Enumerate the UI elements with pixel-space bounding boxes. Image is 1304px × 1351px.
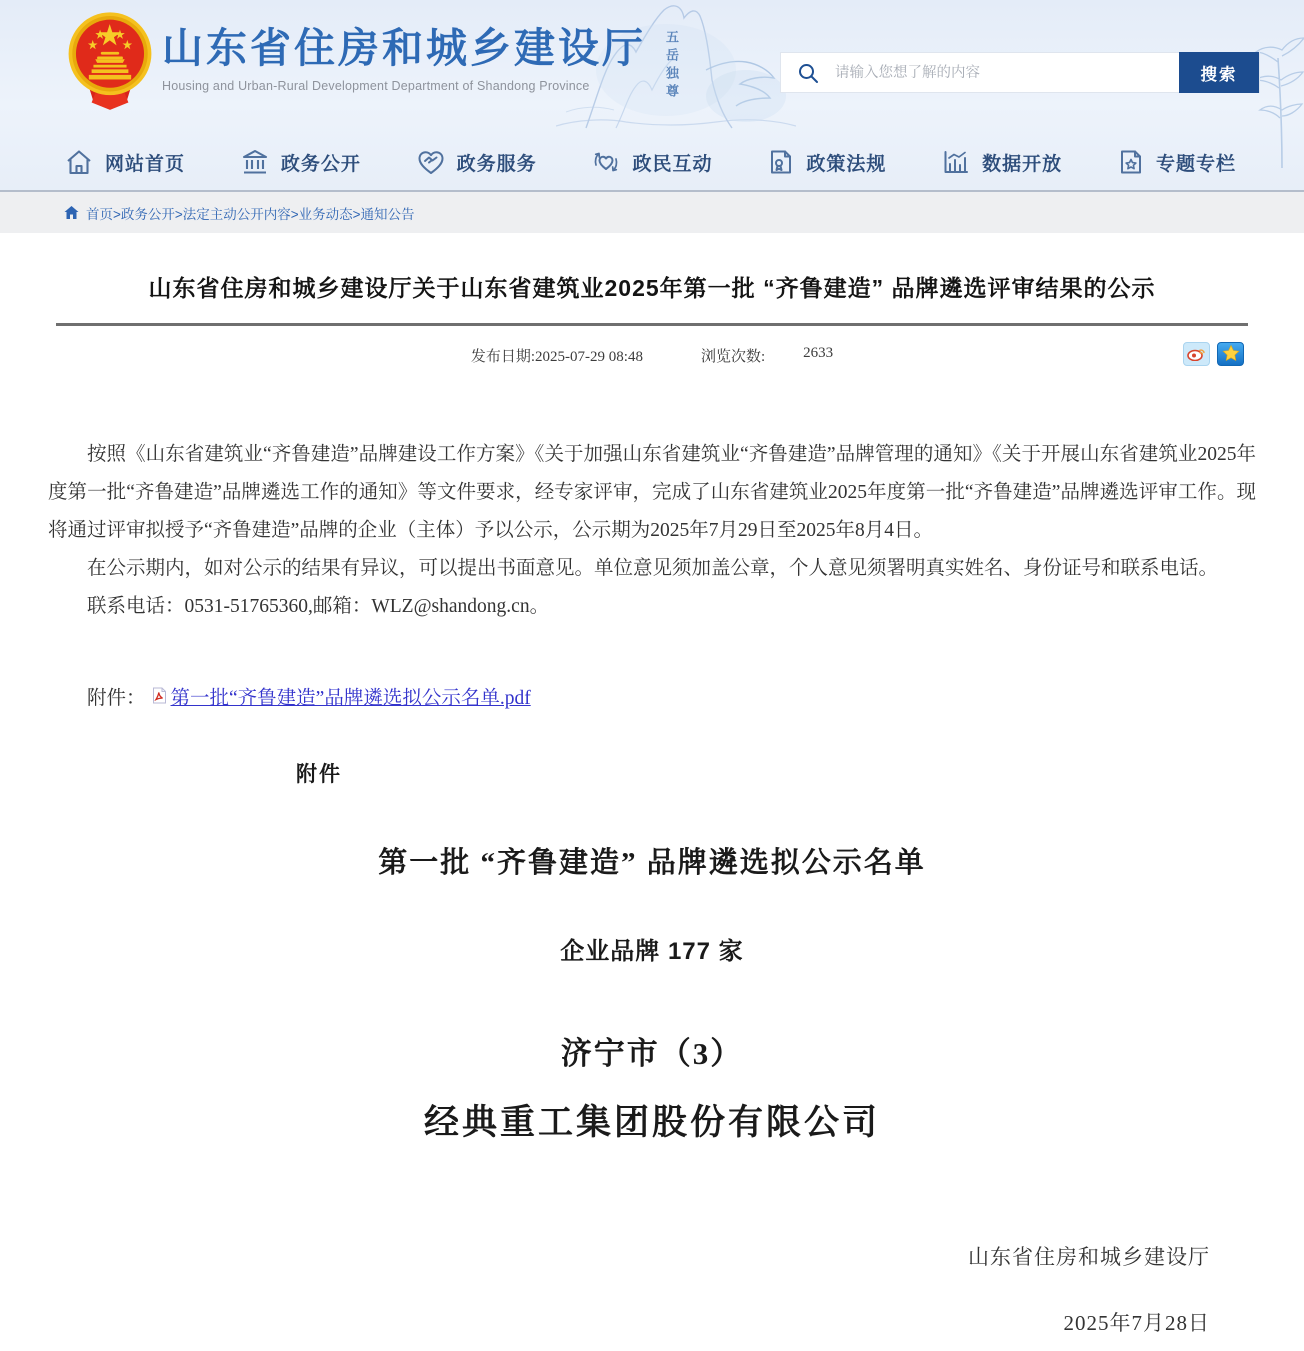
national-emblem-logo [64, 8, 156, 116]
signature-org: 山东省住房和城乡建设厅 [968, 1244, 1210, 1269]
bar-chart-icon [941, 148, 971, 176]
nav-item-label: 政民互动 [632, 153, 713, 175]
attachment-pdf-link[interactable]: 第一批“齐鲁建造”品牌遴选拟公示名单.pdf [170, 687, 531, 709]
attachment-document [48, 758, 1256, 1145]
search-icon [797, 62, 819, 84]
nav-item-special-topics[interactable] [1117, 148, 1236, 176]
nav-item-policies[interactable] [767, 148, 886, 176]
weibo-share-icon[interactable] [1183, 342, 1210, 366]
search-bar [780, 52, 1260, 93]
nav-item-gov-disclosure[interactable] [240, 148, 361, 176]
share-buttons [1183, 342, 1244, 366]
doc-subtitle: 企业品牌 177 家 [560, 937, 744, 965]
policy-doc-icon [767, 148, 795, 176]
mountain-inscription: 五岳独尊 [664, 30, 679, 102]
handshake-icon [416, 148, 446, 176]
signature-date: 2025年7月28日 [1063, 1310, 1210, 1335]
site-title: 山东省住房和城乡建设厅 [162, 25, 646, 71]
pdf-file-icon [152, 687, 167, 704]
nav-item-label: 政策法规 [806, 153, 887, 175]
site-header [0, 0, 1304, 192]
site-subtitle: Housing and Urban-Rural Development Department of Shandong Province [162, 79, 590, 94]
paragraph: 联系电话：0531-51765360,邮箱：WLZ@shandong.cn。 [87, 595, 550, 617]
nav-item-gov-services[interactable] [416, 148, 537, 176]
breadcrumb[interactable]: 首页>政务公开>法定主动公开内容>业务动态>通知公告 [86, 206, 415, 222]
nav-item-home[interactable] [64, 148, 185, 176]
doc-city-heading: 济宁市（3） [560, 1035, 744, 1071]
bank-icon [240, 148, 270, 176]
nav-item-label: 专题专栏 [1155, 153, 1236, 175]
search-input[interactable] [833, 64, 1179, 82]
home-icon [64, 148, 94, 176]
publish-date: 发布日期:2025-07-29 08:48 [470, 349, 643, 365]
doc-company-name: 经典重工集团股份有限公司 [423, 1102, 880, 1142]
paragraph: 在公示期内，如对公示的结果有异议，可以提出书面意见。单位意见须加盖公章，个人意见须署明真实姓名、身份证号和联系电话。 [87, 557, 1219, 579]
nav-item-label: 数据开放 [982, 153, 1063, 175]
search-button[interactable]: 搜索 [1179, 52, 1259, 93]
qzone-share-icon[interactable] [1217, 342, 1244, 366]
header-row [0, 0, 1304, 134]
breadcrumb-home-icon [64, 206, 79, 220]
heart-cycle-icon [591, 148, 621, 176]
article-meta [48, 326, 1256, 386]
breadcrumb-bar [0, 192, 1304, 233]
nav-item-label: 网站首页 [105, 153, 186, 175]
main-nav [0, 134, 1304, 190]
article-title: 山东省住房和城乡建设厅关于山东省建筑业2025年第一批 “齐鲁建造” 品牌遴选评审结果的公示 [148, 275, 1156, 301]
attachment-label: 附件： [87, 687, 146, 709]
site-titles [162, 26, 646, 93]
views-count: 2633 [803, 345, 834, 361]
article-main [0, 233, 1304, 1351]
nav-item-label: 政务公开 [280, 153, 361, 175]
doc-title: 第一批 “齐鲁建造” 品牌遴选拟公示名单 [378, 846, 926, 879]
star-doc-icon [1117, 148, 1145, 176]
nav-item-open-data[interactable] [941, 148, 1062, 176]
views-label: 浏览次数: [700, 349, 766, 365]
attachment-row [48, 682, 1256, 710]
doc-heading-label: 附件 [296, 762, 342, 786]
article-body [48, 436, 1256, 626]
signature-block [48, 1241, 1210, 1351]
paragraph: 按照《山东省建筑业“齐鲁建造”品牌建设工作方案》《关于加强山东省建筑业“齐鲁建造”品牌管理的通知》《关于开展山东省建筑业2025年度第一批“齐鲁建造”品牌遴选工作的通知》等文件要求，经专家评审，完成了山东省建筑业2025年度第一批“齐鲁建造”品牌遴选评审工作。现将通过评审拟授予“齐鲁建造”品牌的企业（主体）予以公示，公示期为2025年7月29日至2025年8月4日。 [48, 443, 1256, 541]
nav-item-interaction[interactable] [591, 148, 712, 176]
nav-item-label: 政务服务 [456, 153, 537, 175]
